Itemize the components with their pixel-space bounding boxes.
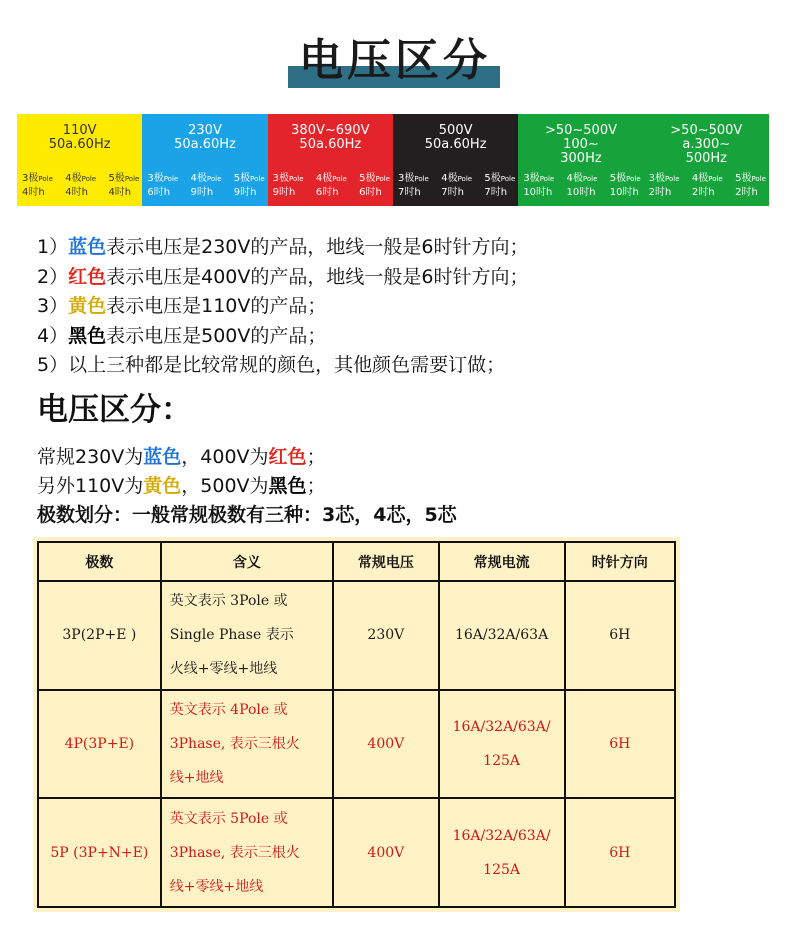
voltage-cell (142, 114, 267, 206)
pole-name: 3极 (272, 173, 290, 184)
pole-count-line: 极数划分：一般常规极数有三种：3芯，4芯，5芯 (37, 504, 457, 526)
pole-name: 3极 (22, 173, 39, 184)
pole-group (523, 172, 640, 200)
voltage-label: 230V 50a.60Hz (174, 123, 236, 152)
pole-clock: 4时h (108, 187, 132, 198)
table-row (38, 581, 675, 690)
pole-clock: 10时h (566, 187, 596, 198)
pole-name: 4极 (441, 173, 458, 184)
voltage-label: >50~500V a.300~ 500Hz (670, 123, 743, 166)
pole-clock: 9时h (190, 187, 214, 198)
pole-spec (610, 172, 641, 200)
pole-spec (234, 172, 265, 200)
voltage-label: 500V 50a.60Hz (424, 123, 487, 152)
pole-clock: 10时h (609, 187, 639, 198)
pole-clock: 7时h (441, 187, 464, 198)
color-notes-list (37, 233, 777, 381)
cell-poles: 4P(3P+E) (38, 690, 161, 799)
pole-unit: Pole (539, 175, 555, 183)
note-line (37, 263, 777, 293)
pole-spec (484, 172, 515, 200)
note-color-word: 黄色 (68, 295, 107, 317)
cell-poles: 5P (3P+N+E) (38, 798, 161, 907)
color-word-yellow: 黄色 (143, 475, 182, 497)
note-color-word: 黑色 (68, 324, 107, 347)
pole-clock: 9时h (272, 187, 296, 198)
cell-meaning: 英文表示 4Pole 或 3Phase, 表示三根火 线+地线 (161, 690, 333, 799)
pole-unit: Pole (626, 175, 641, 183)
pole-name: 3极 (648, 173, 666, 184)
pole-name: 4极 (691, 173, 709, 184)
pole-unit: Pole (708, 175, 723, 183)
note-text: 表示电压是500V的产品； (106, 324, 327, 347)
pole-clock: 6时h (147, 187, 171, 198)
note-color-word: 红色 (68, 265, 107, 288)
note-text: 以上三种都是比较常规的颜色，其他颜色需要订做； (68, 354, 506, 376)
cell-current: 16A/32A/63A/ 125A (439, 798, 565, 907)
pole-unit: Pole (124, 175, 140, 183)
header-clock: 时针方向 (565, 542, 675, 581)
note-prefix: 2） (37, 265, 69, 288)
pole-spec (316, 172, 347, 200)
pole-spec (523, 172, 554, 200)
cell-current: 16A/32A/63A/ 125A (439, 690, 565, 799)
summary-text: ，400V为 (181, 446, 269, 468)
summary-text: ； (306, 446, 326, 468)
note-text: 表示电压是110V的产品； (106, 295, 327, 317)
note-prefix: 5） (37, 354, 69, 376)
pole-unit: Pole (457, 175, 473, 183)
voltage-summary (37, 443, 777, 530)
pole-group (22, 172, 139, 200)
voltage-cell (518, 114, 643, 206)
pole-spec (22, 172, 53, 200)
header-poles: 极数 (38, 542, 161, 581)
note-line (37, 351, 777, 381)
pole-name: 5极 (233, 173, 251, 184)
pole-clock: 7时h (397, 187, 421, 198)
pole-unit: Pole (81, 175, 97, 183)
title-area (0, 18, 790, 88)
note-prefix: 4） (37, 324, 69, 347)
pole-name: 5极 (609, 173, 627, 184)
pole-name: 5极 (735, 173, 752, 184)
pole-unit: Pole (665, 175, 680, 183)
pole-clock: 10时h (523, 187, 553, 198)
pole-unit: Pole (38, 175, 53, 183)
pole-spec (692, 172, 723, 200)
header-voltage: 常规电压 (333, 542, 439, 581)
voltage-cell (17, 114, 142, 206)
cell-clock: 6H (565, 581, 675, 690)
table-row (38, 798, 675, 907)
pole-unit: Pole (500, 175, 516, 183)
pole-name: 4极 (190, 173, 207, 184)
pole-group (398, 172, 515, 200)
pole-name: 4极 (315, 173, 333, 184)
summary-text: ； (306, 475, 326, 497)
pole-unit: Pole (206, 175, 222, 183)
table-row (38, 690, 675, 799)
cell-meaning: 英文表示 5Pole 或 3Phase, 表示三根火 线+零线+地线 (161, 798, 333, 907)
color-word-black: 黑色 (268, 475, 307, 497)
pole-spec (65, 172, 96, 200)
cell-poles: 3P(2P+E ) (38, 581, 161, 690)
pole-clock: 2时h (691, 187, 715, 198)
page-title: 电压区分 (299, 35, 491, 86)
cell-meaning: 英文表示 3Pole 或 Single Phase 表示 火线+零线+地线 (161, 581, 333, 690)
pole-name: 5极 (484, 173, 501, 184)
pole-spec (567, 172, 598, 200)
pole-unit: Pole (751, 175, 766, 183)
pole-spec (735, 172, 766, 200)
header-meaning: 含义 (161, 542, 333, 581)
summary-line-1 (37, 443, 777, 472)
pole-spec (398, 172, 429, 200)
pole-clock: 6时h (315, 187, 339, 198)
voltage-label: >50~500V 100~ 300Hz (544, 123, 617, 166)
header-current: 常规电流 (439, 542, 565, 581)
pole-clock: 6时h (359, 187, 382, 198)
pole-spec (191, 172, 222, 200)
pole-unit: Pole (250, 175, 265, 183)
pole-unit: Pole (582, 175, 598, 183)
pole-unit: Pole (289, 175, 304, 183)
pole-clock: 2时h (648, 187, 672, 198)
note-color-word: 蓝色 (68, 236, 107, 258)
color-word-blue: 蓝色 (143, 446, 182, 468)
spec-table-panel (33, 537, 680, 912)
summary-line-2 (37, 472, 777, 501)
note-prefix: 3） (37, 295, 69, 317)
spec-table (37, 541, 676, 908)
pole-clock: 9时h (233, 187, 257, 198)
voltage-cell (268, 114, 393, 206)
pole-spec (359, 172, 390, 200)
summary-text: ，500V为 (181, 475, 269, 497)
color-word-red: 红色 (268, 446, 307, 468)
pole-name: 5极 (359, 173, 376, 184)
pole-name: 3极 (147, 173, 164, 184)
note-line (37, 233, 777, 263)
pole-spec (649, 172, 680, 200)
pole-clock: 4时h (22, 187, 45, 198)
note-prefix: 1） (37, 236, 69, 258)
pole-group (273, 172, 390, 200)
voltage-label: 380V~690V 50a.60Hz (291, 123, 370, 152)
pole-unit: Pole (332, 175, 347, 183)
pole-spec (108, 172, 139, 200)
note-line (37, 322, 777, 352)
cell-voltage: 400V (333, 798, 439, 907)
pole-clock: 7时h (484, 187, 508, 198)
cell-voltage: 400V (333, 690, 439, 799)
section-heading: 电压区分： (37, 392, 192, 428)
voltage-cell (644, 114, 769, 206)
pole-spec (441, 172, 472, 200)
pole-name: 4极 (566, 173, 583, 184)
summary-text: 另外110V为 (37, 475, 144, 497)
pole-group (649, 172, 766, 200)
cell-clock: 6H (565, 690, 675, 799)
voltage-label: 110V 50a.60Hz (48, 123, 111, 152)
pole-name: 4极 (65, 173, 82, 184)
pole-unit: Pole (375, 175, 390, 183)
voltage-cell (393, 114, 518, 206)
summary-text: 常规230V为 (37, 446, 144, 468)
pole-group (147, 172, 264, 200)
pole-unit: Pole (163, 175, 179, 183)
pole-spec (273, 172, 304, 200)
table-header-row (38, 542, 675, 581)
pole-clock: 4时h (65, 187, 88, 198)
pole-name: 5极 (108, 173, 125, 184)
note-line (37, 292, 777, 322)
note-text: 表示电压是400V的产品，地线一般是6时针方向； (106, 265, 529, 288)
pole-name: 3极 (523, 173, 540, 184)
pole-spec (147, 172, 178, 200)
pole-name: 3极 (397, 173, 415, 184)
voltage-color-strip (17, 114, 769, 206)
cell-voltage: 230V (333, 581, 439, 690)
cell-current: 16A/32A/63A (439, 581, 565, 690)
pole-unit: Pole (414, 175, 429, 183)
cell-clock: 6H (565, 798, 675, 907)
note-text: 表示电压是230V的产品，地线一般是6时针方向； (106, 236, 529, 258)
pole-clock: 2时h (735, 187, 758, 198)
